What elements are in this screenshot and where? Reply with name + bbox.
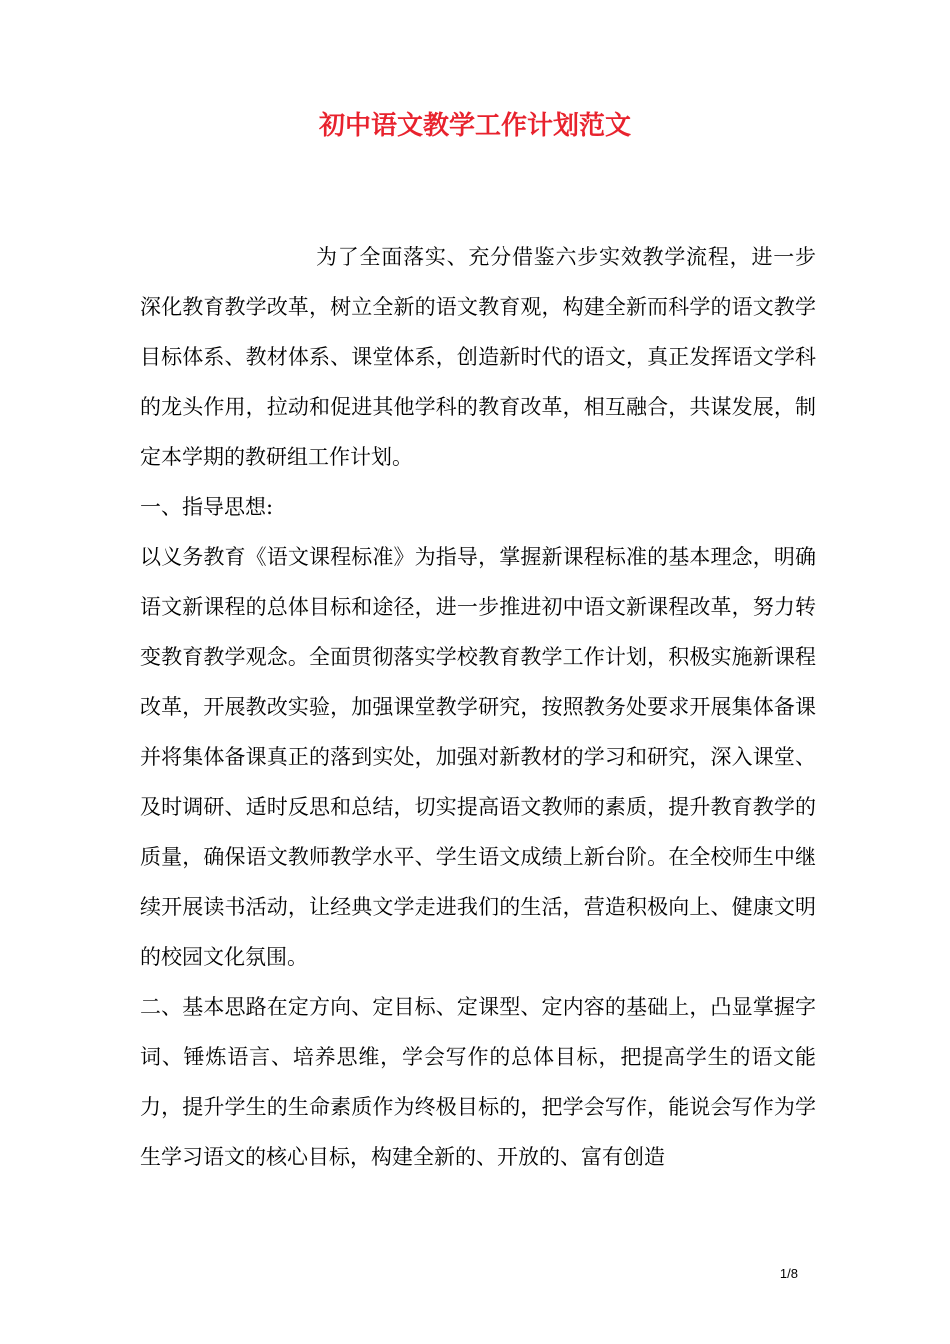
document-body xyxy=(140,232,816,1182)
basic-approach-paragraph: 二、基本思路在定方向、定目标、定课型、定内容的基础上，凸显掌握字词、锤炼语言、培养思维，学会写作的总体目标，把提高学生的语文能力，提升学生的生命素质作为终极目标的，把学会写作，能说会写作为学生学习语文的核心目标，构建全新的、开放的、富有创造 xyxy=(140,995,816,1169)
intro-paragraph: 为了全面落实、充分借鉴六步实效教学流程，进一步深化教育教学改革，树立全新的语文教育观，构建全新而科学的语文教学目标体系、教材体系、课堂体系，创造新时代的语文，真正发挥语文学科的龙头作用，拉动和促进其他学科的教育改革，相互融合，共谋发展，制定本学期的教研组工作计划。 xyxy=(140,245,816,469)
section-heading-guiding-ideology: 一、指导思想: xyxy=(140,495,274,519)
document-title: 初中语文教学工作计划范文 xyxy=(318,111,631,141)
guiding-ideology-paragraph: 以义务教育《语文课程标准》为指导，掌握新课程标准的基本理念，明确语文新课程的总体目标和途径，进一步推进初中语文新课程改革，努力转变教育教学观念。全面贯彻落实学校教育教学工作计划，积极实施新课程改革，开展教改实验，加强课堂教学研究，按照教务处要求开展集体备课并将集体备课真正的落到实处，加强对新教材的学习和研究，深入课堂、及时调研、适时反思和总结，切实提高语文教师的素质，提升教育教学的质量，确保语文教师教学水平、学生语文成绩上新台阶。在全校师生中继续开展读书活动，让经典文学走进我们的生活，营造积极向上、健康文明的校园文化氛围。 xyxy=(140,545,816,969)
page-number: 1/8 xyxy=(779,1266,798,1281)
